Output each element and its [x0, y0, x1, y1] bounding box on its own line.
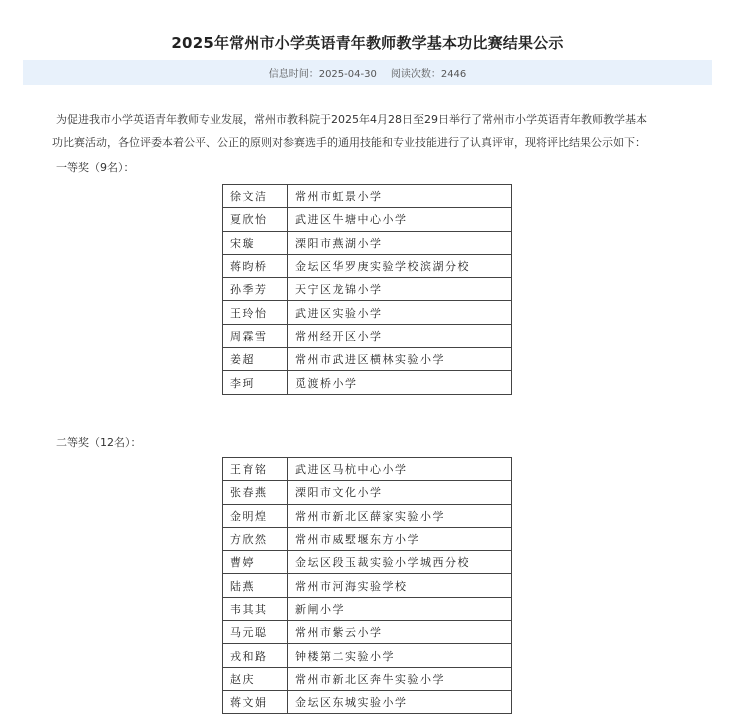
winner-school: 金坛区段玉裁实验小学城西分校: [288, 551, 512, 574]
table-row: [223, 254, 512, 277]
winner-school: 常州市虹景小学: [288, 185, 512, 208]
winner-name: 蒋文娟: [223, 690, 288, 713]
table-row: [223, 481, 512, 504]
winner-name: 方欣然: [223, 527, 288, 550]
winner-name: 孙季芳: [223, 278, 288, 301]
table-row: [223, 301, 512, 324]
publish-time-label: 信息时间：: [268, 69, 319, 80]
winner-name: 夏欣怡: [223, 208, 288, 231]
winner-school: 常州市紫云小学: [288, 621, 512, 644]
winner-school: 常州市河海实验学校: [288, 574, 512, 597]
view-count-label: 阅读次数：: [390, 69, 441, 80]
winner-name: 韦其其: [223, 597, 288, 620]
winner-name: 赵庆: [223, 667, 288, 690]
publish-time: [269, 65, 377, 80]
winner-name: 王玲怡: [223, 301, 288, 324]
first-prize-heading: 一等奖（9名）：: [56, 161, 135, 174]
meta-bar: [23, 60, 712, 85]
winner-name: 李珂: [223, 371, 288, 394]
table-row: [223, 185, 512, 208]
second-prize-table: [222, 457, 512, 714]
winner-school: 常州经开区小学: [288, 324, 512, 347]
table-row: [223, 278, 512, 301]
winner-name: 马元聪: [223, 621, 288, 644]
winner-name: 蒋昀桥: [223, 254, 288, 277]
winner-school: 常州市新北区薛家实验小学: [288, 504, 512, 527]
view-count: [391, 65, 466, 80]
winner-school: 武进区实验小学: [288, 301, 512, 324]
winner-school: 常州市新北区奔牛实验小学: [288, 667, 512, 690]
table-row: [223, 208, 512, 231]
winner-school: 新闸小学: [288, 597, 512, 620]
winner-school: 钟楼第二实验小学: [288, 644, 512, 667]
intro-line-2: 功比赛活动，各位评委本着公平、公正的原则对参赛选手的通用技能和专业技能进行了认真评审，现将评比结果公示如下：: [52, 136, 646, 149]
winner-school: 金坛区东城实验小学: [288, 690, 512, 713]
intro-line-1: 为促进我市小学英语青年教师专业发展，常州市教科院于2025年4月28日至29日举行了常州市小学英语青年教师教学基本: [56, 113, 647, 126]
page-title: 2025年常州市小学英语青年教师教学基本功比赛结果公示: [171, 34, 564, 53]
table-row: [223, 667, 512, 690]
winner-school: 常州市武进区横林实验小学: [288, 348, 512, 371]
table-row: [223, 551, 512, 574]
second-prize-heading: 二等奖（12名）：: [56, 436, 142, 449]
table-row: [223, 231, 512, 254]
intro-paragraph: [52, 108, 696, 154]
winner-name: 徐文洁: [223, 185, 288, 208]
winner-name: 陆燕: [223, 574, 288, 597]
table-row: [223, 458, 512, 481]
first-prize-table: [222, 184, 512, 395]
winner-name: 周霖雪: [223, 324, 288, 347]
winner-name: 金明煌: [223, 504, 288, 527]
winner-name: 王育铭: [223, 458, 288, 481]
winner-school: 武进区马杭中心小学: [288, 458, 512, 481]
table-row: [223, 621, 512, 644]
winner-school: 觅渡桥小学: [288, 371, 512, 394]
table-row: [223, 371, 512, 394]
winner-name: 张春燕: [223, 481, 288, 504]
winner-name: 姜超: [223, 348, 288, 371]
table-row: [223, 574, 512, 597]
table-row: [223, 527, 512, 550]
winner-school: 溧阳市燕湖小学: [288, 231, 512, 254]
table-row: [223, 690, 512, 713]
winner-school: 武进区牛塘中心小学: [288, 208, 512, 231]
winner-school: 天宁区龙锦小学: [288, 278, 512, 301]
publish-time-value: 2025-04-30: [318, 69, 377, 80]
table-row: [223, 324, 512, 347]
view-count-value: 2446: [440, 69, 467, 80]
winner-school: 溧阳市文化小学: [288, 481, 512, 504]
winner-name: 曹婷: [223, 551, 288, 574]
table-row: [223, 348, 512, 371]
table-row: [223, 597, 512, 620]
table-row: [223, 644, 512, 667]
winner-school: 金坛区华罗庚实验学校滨湖分校: [288, 254, 512, 277]
table-row: [223, 504, 512, 527]
winner-name: 宋璇: [223, 231, 288, 254]
winner-school: 常州市威墅堰东方小学: [288, 527, 512, 550]
winner-name: 戎和路: [223, 644, 288, 667]
